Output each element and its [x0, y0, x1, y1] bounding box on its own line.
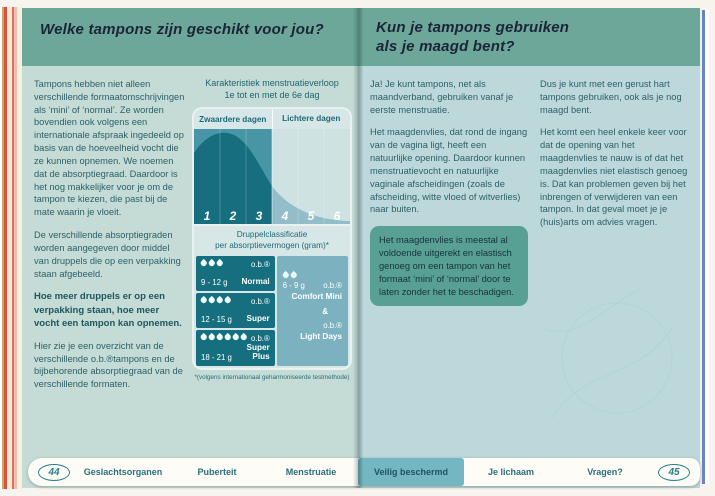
- section-tab-bar: [28, 458, 700, 486]
- page-number-badge-left: 44: [38, 464, 70, 481]
- day-tick: 3: [255, 209, 263, 224]
- paragraph: Tampons hebben niet alleen verschillende formaatomschrijvingen als ‘mini’ of ‘normal’. Ze worden bovendien ook volgens een internationale afspraak ingedeeld op basis van de hoeveelheid vocht die ze kunnen opnemen. We noemen dat de absorptiegraad. Daardoor is het nog makkelijker voor je om de tampon te kiezen, die past bij de mate waarin je vloeit.: [34, 79, 185, 218]
- chart-footnote: *(volgens internationaal geharmoniseerde testmethode): [194, 373, 350, 381]
- left-page: [22, 8, 358, 488]
- flow-area-chart: [194, 129, 350, 224]
- droplet-icons: [201, 260, 227, 266]
- right-page-body: [358, 66, 700, 458]
- page-edge-right: [700, 10, 709, 484]
- highlight-box: Het maagdenvlies is meestal al voldoende uitgerekt en elastisch genoeg om een tampon van het formaat ‘mini’ of ‘normal’ door te laten zonder het te beschadigen.: [370, 226, 528, 306]
- paragraph-bold: Hoe meer druppels er op een verpakking staan, hoe meer vocht een tampon kan opnemen.: [34, 291, 182, 329]
- tab-veilig-beschermd: Veilig beschermd: [358, 458, 464, 486]
- droplet-icons: [201, 297, 232, 303]
- tab-vragen: Vragen?: [587, 467, 623, 477]
- paragraph: De verschillende absorptiegraden worden aangegeven door middel van druppels die op een verpakking staan afgebeeld.: [34, 230, 181, 279]
- day-tick: 4: [281, 209, 289, 224]
- day-tick: 2: [229, 209, 237, 224]
- absorbency-column-regular: [196, 256, 275, 366]
- paragraph: Ja! Je kunt tampons, net als maandverband, gebruiken vanaf je eerste menstruatie.: [370, 79, 514, 115]
- right-page-header: [358, 8, 700, 66]
- page-edge-stripes: [0, 7, 22, 489]
- table-row-normal: 9 - 12 g o.b.® Normal: [196, 256, 275, 291]
- left-text-column: [34, 78, 186, 401]
- right-page-title: Kun je tampons gebruiken als je maagd bent?: [376, 19, 570, 55]
- left-page-title: Welke tampons zijn geschikt voor jou?: [40, 21, 324, 38]
- day-tick: 6: [333, 209, 341, 224]
- zone-light-label: Lichtere dagen: [272, 109, 351, 129]
- zone-heavy-label: Zwaardere dagen: [199, 114, 267, 124]
- chart-zone-labels: [194, 109, 350, 129]
- menstruation-flow-chart-panel: [192, 107, 352, 369]
- tab-je-lichaam: Je lichaam: [487, 467, 535, 477]
- chart-column: [192, 78, 352, 381]
- left-page-header: [22, 8, 358, 66]
- absorbency-column-mini: 6 - 9 g o.b.® Comfort Mini & o.b.® Light Days: [277, 256, 348, 366]
- chart-title: Karakteristiek menstruatieverloop: [205, 78, 339, 88]
- footer-right-half: [358, 458, 700, 486]
- left-page-body: [22, 66, 358, 458]
- footer-left-half: [28, 458, 358, 486]
- right-text-column-2: [540, 78, 690, 239]
- tab-menstruatie: Menstruatie: [285, 467, 337, 477]
- joiner-ampersand: &: [322, 306, 328, 316]
- tab-geslachtsorganen: Geslachtsorganen: [83, 467, 163, 477]
- right-text-column-1: [370, 78, 528, 306]
- paragraph: Hier zie je een overzicht van de verschillende o.b.®tampons en de bijbehorende absorptiegraad van de verschillende formaten.: [34, 340, 183, 390]
- right-page: [358, 8, 700, 488]
- chart-heading: [192, 78, 352, 101]
- day-tick: 1: [203, 209, 211, 224]
- page-number-badge-right: 45: [658, 464, 690, 481]
- absorbency-table: [194, 256, 350, 368]
- day-tick: 5: [307, 209, 315, 224]
- table-row-super-plus: 18 - 21 g o.b.® Super Plus: [196, 330, 275, 366]
- paragraph: Het maagdenvlies, dat rond de ingang van de vagina ligt, heeft een natuurlijke opening. Daardoor kunnen menstruatievocht en natuurlijke vaginale afscheidingen (zoals de afscheiding, witte vloed of witverlies) naar buiten.: [370, 127, 528, 215]
- tab-puberteit: Puberteit: [197, 467, 237, 477]
- droplet-icons: [283, 272, 342, 278]
- paragraph: Dus je kunt met een gerust hart tampons gebruiken, ook als je nog maagd bent.: [540, 79, 682, 115]
- chart-subtitle: 1e tot en met de 6e dag: [224, 89, 320, 100]
- droplet-classification-header: Druppelclassificatie per absorptievermogen (gram)*: [194, 224, 350, 255]
- droplet-icons: [201, 334, 247, 340]
- day-axis: [194, 209, 350, 223]
- table-row-super: 12 - 15 g o.b.® Super: [196, 293, 275, 328]
- paragraph: Het komt een heel enkele keer voor dat de opening van het maagdenvlies te nauw is of dat het maagdenvlies niet elastisch genoeg is. Dat kan problemen geven bij het inbrengen of verwijderen van een tampon. In dat geval moet je je (huis)arts om advies vragen.: [540, 127, 688, 228]
